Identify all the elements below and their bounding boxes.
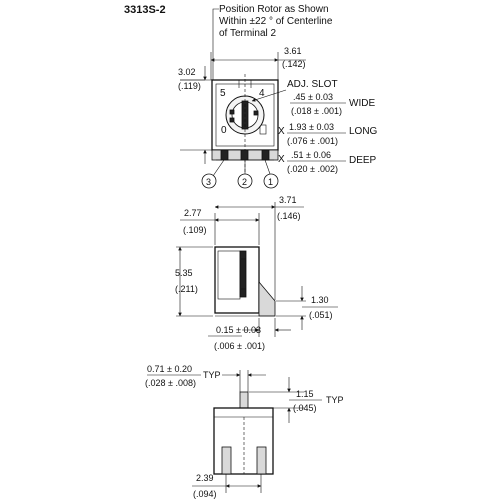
- front-terminal-right: [257, 447, 266, 474]
- side-terminal-shape: [259, 282, 275, 316]
- side-width-in: (.109): [183, 225, 207, 235]
- note-line-2: Within ±22 ° of Centerline: [219, 16, 333, 27]
- side-step-in: (.051): [309, 310, 333, 320]
- pin-height-in: (.045): [293, 403, 317, 413]
- x-mark-2: X: [278, 154, 285, 165]
- marking-5: 5: [220, 88, 226, 99]
- marking-4: 4: [259, 88, 265, 99]
- side-standoff-in: (.006 ± .001): [214, 341, 265, 351]
- slot-deep-word: DEEP: [349, 155, 377, 166]
- adj-slot-label: ADJ. SLOT: [287, 79, 338, 90]
- note-line-1: Position Rotor as Shown: [219, 4, 329, 15]
- pin-height-typ: TYP: [326, 395, 344, 405]
- top-height-in: (.119): [178, 81, 201, 91]
- side-body: [215, 247, 259, 313]
- rotor-nub-3: [254, 111, 258, 115]
- top-height-mm: 3.02: [178, 67, 196, 77]
- side-width-mm: 2.77: [184, 208, 202, 218]
- side-height-in: (.211): [175, 284, 198, 294]
- side-standoff-mm: 0.15 ± 0.03: [216, 325, 261, 335]
- front-view: [145, 364, 344, 499]
- part-number-title: 3313S-2: [124, 4, 166, 16]
- slot-long-word: LONG: [349, 126, 378, 137]
- front-rotor-pin: [240, 392, 248, 408]
- top-view: [178, 46, 378, 188]
- top-width-in: (.142): [282, 59, 306, 69]
- side-overall-in: (.146): [277, 211, 301, 221]
- side-overall-mm: 3.71: [279, 195, 297, 205]
- note-line-3: of Terminal 2: [219, 28, 277, 39]
- slot-wide-word: WIDE: [349, 98, 376, 109]
- pin-width-in: (.028 ± .008): [145, 378, 196, 388]
- slot-deep-mm: .51 ± 0.06: [291, 150, 331, 160]
- side-step-mm: 1.30: [311, 295, 329, 305]
- slot-wide-mm: .45 ± 0.03: [293, 92, 333, 102]
- pin-width-mm: 0.71 ± 0.20: [147, 364, 192, 374]
- top-width-mm: 3.61: [284, 46, 302, 56]
- x-mark-1: X: [278, 126, 285, 137]
- rotor-nub-1: [230, 110, 234, 114]
- terminal-1-label: 1: [268, 177, 274, 187]
- pitch-mm: 2.39: [196, 473, 214, 483]
- rotor-nub-2: [230, 118, 234, 122]
- slot-long-mm: 1.93 ± 0.03: [289, 122, 334, 132]
- terminal-2-label: 2: [242, 177, 248, 187]
- marking-0: 0: [221, 125, 227, 136]
- slot-long-in: (.076 ± .001): [287, 136, 338, 146]
- front-terminal-left: [222, 447, 231, 474]
- slot-wide-in: (.018 ± .001): [291, 106, 342, 116]
- pin-width-typ: TYP: [203, 370, 221, 380]
- side-view: [175, 195, 338, 351]
- terminal-2-pad: [241, 150, 248, 160]
- pitch-in: (.094): [193, 489, 217, 499]
- terminal-3-label: 3: [206, 177, 212, 187]
- side-rotor-edge: [240, 251, 246, 297]
- slot-deep-in: (.020 ± .002): [287, 164, 338, 174]
- terminal-1-pad: [262, 150, 269, 160]
- pin-height-mm: 1.15: [296, 389, 314, 399]
- side-height-mm: 5.35: [175, 268, 193, 278]
- terminal-3-pad: [221, 150, 228, 160]
